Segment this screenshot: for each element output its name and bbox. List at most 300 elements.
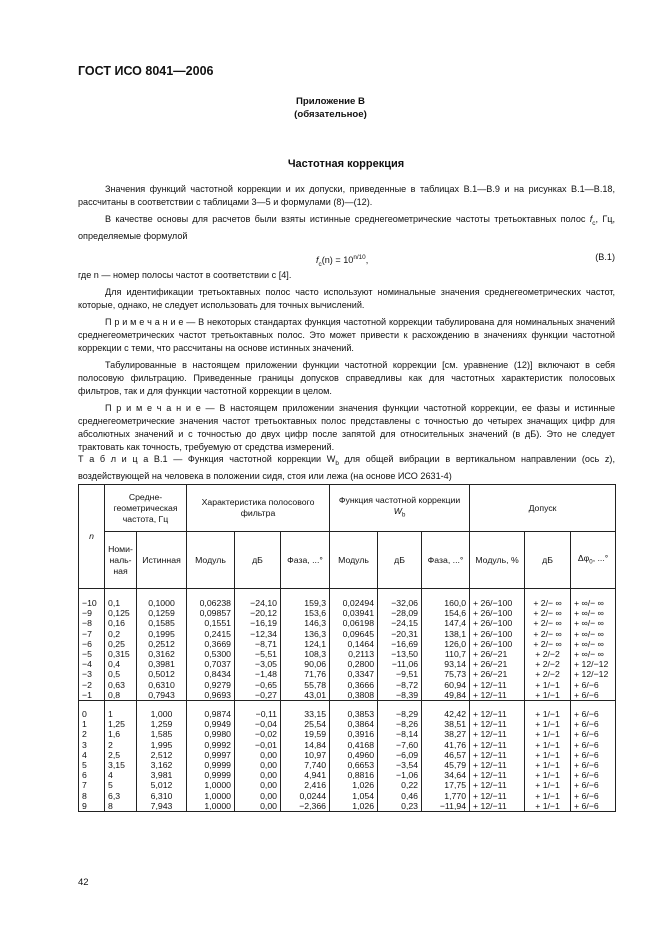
table-cell: + 6/−6	[571, 740, 616, 750]
table-cell: 1,026	[330, 801, 378, 812]
table-cell: + 12/−12	[571, 669, 616, 679]
table-cell: + 26/−100	[470, 618, 525, 628]
table-cell: 0,2	[105, 629, 137, 639]
spacer-cell	[187, 589, 235, 599]
spacer-cell	[378, 589, 422, 599]
table-cell: 4,941	[281, 770, 330, 780]
table-cell: 10,97	[281, 750, 330, 760]
spacer-cell	[137, 701, 187, 710]
table-cell: 0,3666	[330, 680, 378, 690]
table-cell: 1,026	[330, 780, 378, 790]
table-cell: 0,3347	[330, 669, 378, 679]
table-cell: 0,00	[235, 780, 281, 790]
table-cell: 25,54	[281, 719, 330, 729]
document-code: ГОСТ ИСО 8041—2006	[78, 64, 214, 78]
table-row	[79, 770, 616, 780]
table-cell: −8,72	[378, 680, 422, 690]
formula-b1	[78, 247, 615, 269]
table-cell: −16,19	[235, 618, 281, 628]
table-cell: 0,2113	[330, 649, 378, 659]
table-row	[79, 780, 616, 790]
header-band-filter: Характеристика полосового фильтра	[187, 485, 330, 532]
table-cell: 1,054	[330, 791, 378, 801]
table-cell: + 1/−1	[525, 780, 571, 790]
table-cell: + 2/−2	[525, 649, 571, 659]
paragraph-tabulated: Табулированные в настоящем приложении функции частотной коррекции [см. уравнение (12)] включают в себя полосовую фильтрацию. Приведенные границы допусков справедливы как для частотных характеристик полосовых фильтров, так и для функции частотной коррекции в целом.	[78, 359, 615, 396]
table-cell: −8,26	[378, 719, 422, 729]
page-number: 42	[78, 877, 89, 888]
table-cell: 0,8434	[187, 669, 235, 679]
table-cell: 147,4	[422, 618, 470, 628]
table-cell: −8,39	[378, 690, 422, 701]
table-cell: 0,1000	[137, 598, 187, 608]
table-row	[79, 740, 616, 750]
table-cell: 43,01	[281, 690, 330, 701]
table-cell: 159,3	[281, 598, 330, 608]
table-cell: −8,14	[378, 729, 422, 739]
table-cell: −0,01	[235, 740, 281, 750]
table-cell: −0,04	[235, 719, 281, 729]
table-cell: 0,9997	[187, 750, 235, 760]
table-cell: + 12/−11	[470, 791, 525, 801]
header-weighting	[330, 485, 470, 532]
table-cell: 3	[79, 740, 105, 750]
table-cell: 0,09857	[187, 608, 235, 618]
table-cell: 4	[105, 770, 137, 780]
table-cell: 6	[79, 770, 105, 780]
note-2: П р и м е ч а н и е — В настоящем приложении значения функции частотной коррекции, ее фазы и истинные среднегеометрические значения частот третьоктавных полос представлены с точностью до четырех значащих цифр для абсолютных значений и с точностью до двух цифр после запятой для относительных значений (в дБ). Это не следует трактовать как точность, требуемую от средства измерений.	[78, 402, 615, 452]
table-cell: 1	[79, 719, 105, 729]
table-cell: −9	[79, 608, 105, 618]
table-cell: 14,84	[281, 740, 330, 750]
spacer-cell	[281, 701, 330, 710]
table-cell: 1,995	[137, 740, 187, 750]
table-cell: 0,25	[105, 639, 137, 649]
table-cell: 0,1585	[137, 618, 187, 628]
table-spacer-row	[79, 589, 616, 599]
header-delta-phi	[571, 532, 616, 589]
table-cell: −12,34	[235, 629, 281, 639]
table-cell: 3,162	[137, 760, 187, 770]
table-cell: 0,46	[378, 791, 422, 801]
table-row	[79, 639, 616, 649]
table-cell: 0,8816	[330, 770, 378, 780]
table-row	[79, 659, 616, 669]
table-cell: 153,6	[281, 608, 330, 618]
basis-fc-subscript: c	[592, 219, 596, 227]
table-cell: −3	[79, 669, 105, 679]
table-cell: 1,259	[137, 719, 187, 729]
table-cell: 7,740	[281, 760, 330, 770]
table-cell: + 6/−6	[571, 801, 616, 812]
table-cell: 0,06198	[330, 618, 378, 628]
table-cell: 0,9949	[187, 719, 235, 729]
table-cell: −8,29	[378, 709, 422, 719]
table-cell: 0,9279	[187, 680, 235, 690]
table-cell: 0,00	[235, 801, 281, 812]
table-cell: 0,9693	[187, 690, 235, 701]
basis-text-b: , Гц, определяемые формулой	[78, 214, 615, 241]
table-cell: 1,0000	[187, 780, 235, 790]
table-cell: 9	[79, 801, 105, 812]
table-cell: + 6/−6	[571, 791, 616, 801]
table-cell: 0,1464	[330, 639, 378, 649]
table-cell: 0,1259	[137, 608, 187, 618]
table-cell: 0,125	[105, 608, 137, 618]
spacer-cell	[330, 589, 378, 599]
spacer-cell	[235, 589, 281, 599]
spacer-cell	[525, 701, 571, 710]
table-cell: 4	[79, 750, 105, 760]
formula-end: ,	[365, 254, 369, 265]
table-cell: −24,10	[235, 598, 281, 608]
table-cell: 0,2800	[330, 659, 378, 669]
table-cell: 0,00	[235, 750, 281, 760]
table-cell: 0,3808	[330, 690, 378, 701]
table-cell: −24,15	[378, 618, 422, 628]
table-cell: −6	[79, 639, 105, 649]
table-cell: + 1/−1	[525, 680, 571, 690]
table-caption	[78, 453, 615, 483]
table-cell: 0,00	[235, 770, 281, 780]
header-weighting-symbol: W	[393, 506, 402, 517]
table-cell: 93,14	[422, 659, 470, 669]
table-cell: + 2/− ∞	[525, 618, 571, 628]
table-cell: −4	[79, 659, 105, 669]
table-cell: −0,11	[235, 709, 281, 719]
table-cell: + ∞/− ∞	[571, 639, 616, 649]
header-db-3: дБ	[525, 532, 571, 589]
formula-number: (В.1)	[595, 251, 615, 262]
delta-phi-subscript: 0	[589, 558, 593, 566]
table-cell: 0,9992	[187, 740, 235, 750]
table-cell: + 6/−6	[571, 760, 616, 770]
table-cell: 0,3916	[330, 729, 378, 739]
paragraph-intro: Значения функций частотной коррекции и их допуски, приведенные в таблицах В.1—В.9 и на рисунках В.1—В.18, рассчитаны в соответствии с таблицами 3—5 и формулами (8)—(12).	[78, 184, 615, 207]
spacer-cell	[281, 589, 330, 599]
spacer-cell	[470, 701, 525, 710]
table-cell: 0,1	[105, 598, 137, 608]
table-cell: 0,1551	[187, 618, 235, 628]
table-row	[79, 649, 616, 659]
table-cell: 0,6310	[137, 680, 187, 690]
table-cell: 1	[105, 709, 137, 719]
table-cell: + 12/−11	[470, 690, 525, 701]
spacer-cell	[137, 589, 187, 599]
table-cell: 1,6	[105, 729, 137, 739]
table-cell: 17,75	[422, 780, 470, 790]
table-cell: + 1/−1	[525, 690, 571, 701]
table-cell: + 12/−11	[470, 740, 525, 750]
table-cell: 0,03941	[330, 608, 378, 618]
table-cell: 0,7943	[137, 690, 187, 701]
table-cell: −3,54	[378, 760, 422, 770]
table-cell: 33,15	[281, 709, 330, 719]
formula-lhs-subscript: c	[318, 260, 322, 268]
table-cell: + 26/−21	[470, 649, 525, 659]
table-cell: + 26/−100	[470, 608, 525, 618]
table-row	[79, 719, 616, 729]
table-cell: + 6/−6	[571, 750, 616, 760]
spacer-cell	[378, 701, 422, 710]
table-cell: 2,512	[137, 750, 187, 760]
table-cell: −5,51	[235, 649, 281, 659]
table-row	[79, 690, 616, 701]
table-cell: + 1/−1	[525, 750, 571, 760]
header-modulus: Модуль	[187, 532, 235, 589]
table-cell: 1,0000	[187, 791, 235, 801]
table-cell: −0,27	[235, 690, 281, 701]
table-cell: + 1/−1	[525, 760, 571, 770]
table-cell: 108,3	[281, 649, 330, 659]
table-cell: + 2/− ∞	[525, 598, 571, 608]
table-cell: + 26/−100	[470, 598, 525, 608]
paragraph-where: где n — номер полосы частот в соответствии с [4].	[78, 269, 292, 280]
table-row	[79, 680, 616, 690]
section-title: Частотная коррекция	[287, 158, 405, 170]
table-cell: 71,76	[281, 669, 330, 679]
table-cell: 1,770	[422, 791, 470, 801]
table-cell: 124,1	[281, 639, 330, 649]
table-cell: 6,310	[137, 791, 187, 801]
table-cell: 0,5	[105, 669, 137, 679]
table-cell: −20,12	[235, 608, 281, 618]
table-cell: + 26/−100	[470, 629, 525, 639]
table-cell: 0,5300	[187, 649, 235, 659]
table-cell: −3,05	[235, 659, 281, 669]
table-cell: −2	[79, 680, 105, 690]
table-cell: 0,9874	[187, 709, 235, 719]
table-row	[79, 669, 616, 679]
table-cell: −9,51	[378, 669, 422, 679]
table-cell: 3,15	[105, 760, 137, 770]
header-modulus-percent: Модуль, %	[470, 532, 525, 589]
table-cell: 0,5012	[137, 669, 187, 679]
header-modulus-2: Модуль	[330, 532, 378, 589]
spacer-cell	[330, 701, 378, 710]
table-cell: + 12/−11	[470, 719, 525, 729]
table-cell: 8	[79, 791, 105, 801]
table-row	[79, 598, 616, 608]
table-cell: 0,23	[378, 801, 422, 812]
delta-phi-symbol: Δφ	[577, 552, 590, 563]
caption-text-b: для общей вибрации в вертикальном направлении (ось z), воздействующей на человека в положении сидя, стоя или лежа (на основе ИСО 2631-4)	[78, 454, 615, 481]
table-cell: −1,48	[235, 669, 281, 679]
table-cell: 8	[105, 801, 137, 812]
table-cell: 0,3864	[330, 719, 378, 729]
table-cell: + 1/−1	[525, 729, 571, 739]
basis-fc-symbol: f	[589, 214, 593, 224]
table-cell: 0,16	[105, 618, 137, 628]
table-cell: 0,9999	[187, 770, 235, 780]
table-cell: 1,585	[137, 729, 187, 739]
table-row	[79, 618, 616, 628]
table-cell: −20,31	[378, 629, 422, 639]
table-cell: 0,63	[105, 680, 137, 690]
appendix-title: Приложение В	[296, 96, 365, 107]
table-row	[79, 801, 616, 812]
table-cell: 0	[79, 709, 105, 719]
header-nominal: Номи-наль-ная	[105, 532, 137, 589]
table-cell: −1	[79, 690, 105, 701]
table-cell: 0,6653	[330, 760, 378, 770]
table-cell: 7	[79, 780, 105, 790]
table-row	[79, 791, 616, 801]
table-cell: + 6/−6	[571, 719, 616, 729]
table-cell: 0,0244	[281, 791, 330, 801]
basis-text-a: В качестве основы для расчетов были взяты истинные среднегеометрические частоты третьоктавных полос	[105, 214, 590, 224]
paragraph-basis	[78, 213, 615, 243]
table-cell: + 6/−6	[571, 709, 616, 719]
table-cell: + 1/−1	[525, 770, 571, 780]
table-cell: + 26/−100	[470, 639, 525, 649]
table-cell: 126,0	[422, 639, 470, 649]
table-cell: −28,09	[378, 608, 422, 618]
table-cell: 2	[79, 729, 105, 739]
table-cell: + 6/−6	[571, 770, 616, 780]
table-cell: 38,27	[422, 729, 470, 739]
spacer-cell	[525, 589, 571, 599]
table-spacer-row	[79, 701, 616, 710]
caption-text-a: Т а б л и ц а В.1 — Функция частотной коррекции W	[78, 454, 336, 464]
table-cell: −16,69	[378, 639, 422, 649]
table-cell: + 1/−1	[525, 709, 571, 719]
formula-middle: (n) = 10	[321, 254, 354, 265]
spacer-cell	[105, 589, 137, 599]
table-cell: + ∞/− ∞	[571, 618, 616, 628]
table-cell: −10	[79, 598, 105, 608]
table-cell: + 12/−11	[470, 680, 525, 690]
table-cell: 5	[79, 760, 105, 770]
header-phase: Фаза, ...°	[281, 532, 330, 589]
table-cell: −8	[79, 618, 105, 628]
header-weighting-label: Функция частотной коррекции	[338, 495, 461, 506]
table-cell: + 6/−6	[571, 680, 616, 690]
table-cell: + 12/−11	[470, 709, 525, 719]
table-cell: 154,6	[422, 608, 470, 618]
table-cell: + ∞/− ∞	[571, 598, 616, 608]
table-cell: −32,06	[378, 598, 422, 608]
table-cell: + 6/−6	[571, 729, 616, 739]
table-cell: −0,02	[235, 729, 281, 739]
table-cell: −13,50	[378, 649, 422, 659]
table-cell: 0,06238	[187, 598, 235, 608]
spacer-cell	[422, 589, 470, 599]
table-cell: 0,00	[235, 760, 281, 770]
header-db: дБ	[235, 532, 281, 589]
spacer-cell	[571, 589, 616, 599]
table-cell: + 12/−11	[470, 760, 525, 770]
table-cell: 19,59	[281, 729, 330, 739]
table-cell: 49,84	[422, 690, 470, 701]
table-cell: 0,2512	[137, 639, 187, 649]
table-row	[79, 709, 616, 719]
table-cell: + ∞/− ∞	[571, 608, 616, 618]
table-cell: 0,315	[105, 649, 137, 659]
spacer-cell	[187, 701, 235, 710]
table-cell: 1,0000	[187, 801, 235, 812]
table-cell: −11,94	[422, 801, 470, 812]
table-cell: 38,51	[422, 719, 470, 729]
table-cell: 0,7037	[187, 659, 235, 669]
table-cell: + 2/− ∞	[525, 629, 571, 639]
table-cell: 5,012	[137, 780, 187, 790]
table-cell: −1,06	[378, 770, 422, 780]
table-cell: + 1/−1	[525, 801, 571, 812]
paragraph-nominal: Для идентификации третьоктавных полос часто используют номинальные значения среднегеометрических частот, которые, однако, не следует использовать для точных вычислений.	[78, 286, 615, 310]
header-exact: Истинная	[137, 532, 187, 589]
table-cell: 41,76	[422, 740, 470, 750]
table-cell: 110,7	[422, 649, 470, 659]
table-cell: 0,00	[235, 791, 281, 801]
table-cell: + 1/−1	[525, 740, 571, 750]
table-cell: 0,4	[105, 659, 137, 669]
table-cell: −5	[79, 649, 105, 659]
table-cell: 5	[105, 780, 137, 790]
table-cell: 0,3162	[137, 649, 187, 659]
table-cell: + ∞/− ∞	[571, 649, 616, 659]
table-cell: 0,4960	[330, 750, 378, 760]
header-n: n	[79, 485, 105, 589]
table-cell: 34,64	[422, 770, 470, 780]
table-row	[79, 760, 616, 770]
table-cell: 146,3	[281, 618, 330, 628]
table-cell: + 6/−6	[571, 690, 616, 701]
spacer-cell	[422, 701, 470, 710]
table-cell: + 26/−21	[470, 659, 525, 669]
table-cell: + 2/− ∞	[525, 639, 571, 649]
table-cell: + 2/− ∞	[525, 608, 571, 618]
table-cell: 0,1995	[137, 629, 187, 639]
header-mid-frequency: Средне-геометрическая частота, Гц	[105, 485, 187, 532]
table-cell: 7,943	[137, 801, 187, 812]
table-cell: −11,06	[378, 659, 422, 669]
table-cell: + ∞/− ∞	[571, 629, 616, 639]
table-cell: + 6/−6	[571, 780, 616, 790]
table-cell: 45,79	[422, 760, 470, 770]
formula-lhs: f	[316, 254, 319, 265]
table-row	[79, 750, 616, 760]
appendix-heading	[0, 95, 661, 121]
table-cell: 0,9999	[187, 760, 235, 770]
table-cell: 1,000	[137, 709, 187, 719]
table-cell: 90,06	[281, 659, 330, 669]
spacer-cell	[105, 701, 137, 710]
table-cell: 60,94	[422, 680, 470, 690]
table-cell: 0,2415	[187, 629, 235, 639]
table-cell: 2	[105, 740, 137, 750]
spacer-cell	[571, 701, 616, 710]
header-tolerance: Допуск	[470, 485, 616, 532]
weighting-table	[78, 484, 616, 812]
table-cell: 136,3	[281, 629, 330, 639]
table-cell: + 12/−11	[470, 729, 525, 739]
header-phase-2: Фаза, ...°	[422, 532, 470, 589]
table-cell: 6,3	[105, 791, 137, 801]
table-cell: + 12/−11	[470, 780, 525, 790]
table-cell: + 2/−2	[525, 659, 571, 669]
table-cell: 1,25	[105, 719, 137, 729]
table-cell: 0,4168	[330, 740, 378, 750]
table-cell: −0,65	[235, 680, 281, 690]
spacer-cell	[470, 589, 525, 599]
table-cell: −7,60	[378, 740, 422, 750]
body-text	[78, 183, 615, 458]
table-cell: + 1/−1	[525, 791, 571, 801]
table-row	[79, 608, 616, 618]
table-cell: 3,981	[137, 770, 187, 780]
table-cell: 42,42	[422, 709, 470, 719]
